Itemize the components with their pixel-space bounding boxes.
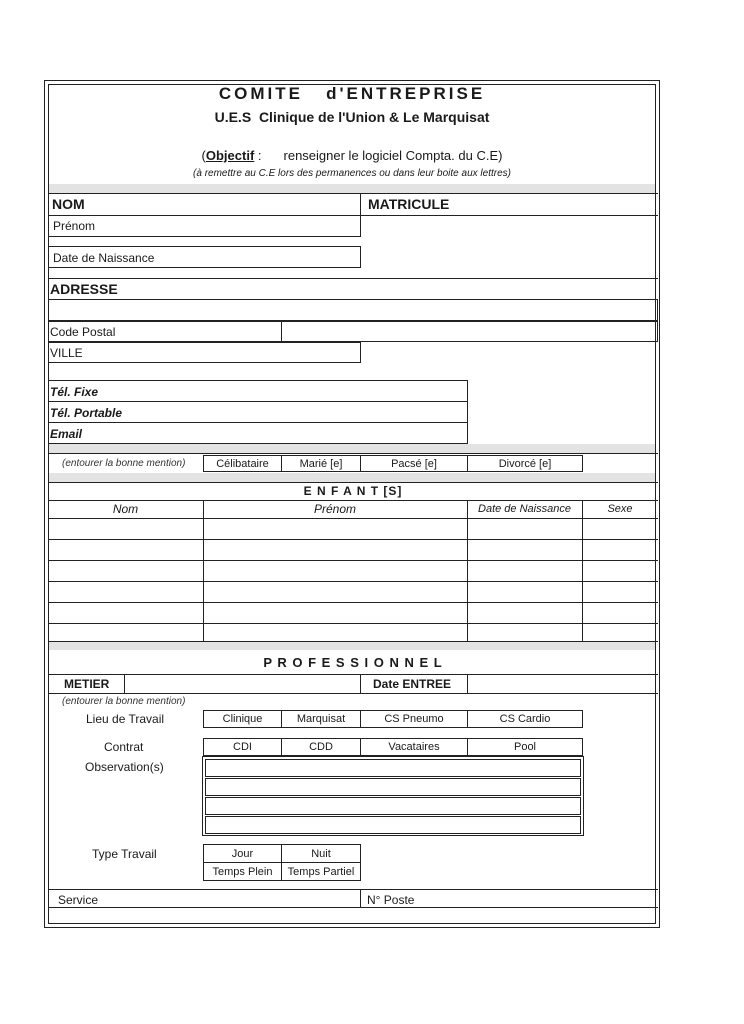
ville-label: VILLE xyxy=(50,346,83,360)
children-row[interactable] xyxy=(48,582,658,602)
objective-label: Objectif xyxy=(205,148,255,163)
lieu-cs-pneumo-option[interactable]: CS Pneumo xyxy=(360,710,468,728)
rule xyxy=(48,193,658,194)
rule xyxy=(360,674,361,693)
date-entree-label: Date ENTREE xyxy=(373,677,452,691)
professional-hint: (entourer la bonne mention) xyxy=(62,696,186,707)
tel-fixe-label: Tél. Fixe xyxy=(50,385,99,399)
status-pacse-option[interactable]: Pacsé [e] xyxy=(360,455,468,472)
separator-band xyxy=(49,444,655,453)
children-row[interactable] xyxy=(48,603,658,623)
rule xyxy=(48,693,658,694)
children-title: E N F A N T [S] xyxy=(303,484,403,498)
children-row[interactable] xyxy=(48,561,658,581)
contrat-cdd-option[interactable]: CDD xyxy=(281,738,361,756)
children-col-date: Date de Naissance xyxy=(478,503,571,515)
matricule-label: MATRICULE xyxy=(368,196,450,212)
rule xyxy=(48,907,658,908)
children-table xyxy=(48,500,658,641)
email-field[interactable] xyxy=(48,422,468,444)
ville-field[interactable] xyxy=(48,342,361,363)
children-col-sexe: Sexe xyxy=(607,503,633,515)
status-divorce-option[interactable]: Divorcé [e] xyxy=(467,455,583,472)
email-label: Email xyxy=(50,427,83,441)
type-travail-label: Type Travail xyxy=(92,847,157,861)
separator-band xyxy=(49,642,655,650)
lieu-travail-label: Lieu de Travail xyxy=(86,712,165,726)
nom-label: NOM xyxy=(52,196,85,212)
prenom-label: Prénom xyxy=(53,219,96,233)
date-entree-field[interactable] xyxy=(468,675,657,692)
form-subtitle: U.E.S Clinique de l'Union & Le Marquisat xyxy=(214,109,490,125)
observation-line-field[interactable] xyxy=(205,816,581,834)
observation-line-field[interactable] xyxy=(205,797,581,815)
metier-field[interactable] xyxy=(125,675,359,692)
objective-line xyxy=(48,148,656,163)
observation-line-field[interactable] xyxy=(205,778,581,796)
status-celibataire-option[interactable]: Célibataire xyxy=(203,455,282,472)
form-title: COMITE d'ENTREPRISE xyxy=(218,84,486,103)
rule xyxy=(360,193,361,215)
type-nuit-option[interactable]: Nuit xyxy=(281,844,361,863)
children-row[interactable] xyxy=(48,540,658,560)
tel-portable-label: Tél. Portable xyxy=(50,406,123,420)
children-col-nom: Nom xyxy=(112,502,139,516)
metier-label: METIER xyxy=(64,677,110,691)
observation-line-field[interactable] xyxy=(205,759,581,777)
objective-colon: : xyxy=(254,148,262,163)
objective-text: renseigner le logiciel Compta. du C.E) xyxy=(283,148,503,163)
rule xyxy=(48,482,658,483)
rule xyxy=(48,453,658,454)
children-row[interactable] xyxy=(48,519,658,539)
contrat-vacataires-option[interactable]: Vacataires xyxy=(360,738,468,756)
separator-band xyxy=(49,473,655,482)
tel-fixe-field[interactable] xyxy=(48,380,468,402)
children-row[interactable] xyxy=(48,624,658,641)
lieu-marquisat-option[interactable]: Marquisat xyxy=(281,710,361,728)
adresse-label: ADRESSE xyxy=(50,281,118,297)
status-hint: (entourer la bonne mention) xyxy=(62,458,186,469)
separator-band xyxy=(49,184,655,193)
poste-label: N° Poste xyxy=(367,893,415,907)
contrat-label: Contrat xyxy=(104,740,144,754)
type-temps-plein-option[interactable]: Temps Plein xyxy=(203,862,282,881)
lieu-clinique-option[interactable]: Clinique xyxy=(203,710,282,728)
lieu-cs-cardio-option[interactable]: CS Cardio xyxy=(467,710,583,728)
submission-note: (à remettre au C.E lors des permanences ou dans leur boite aux lettres) xyxy=(193,168,511,179)
type-temps-partiel-option[interactable]: Temps Partiel xyxy=(281,862,361,881)
observations-label: Observation(s) xyxy=(85,760,164,774)
status-marie-option[interactable]: Marié [e] xyxy=(281,455,361,472)
contrat-pool-option[interactable]: Pool xyxy=(467,738,583,756)
objective-open: ( xyxy=(201,148,206,163)
code-postal-extra-field[interactable] xyxy=(281,321,658,342)
professional-title: P R O F E S S I O N N E L xyxy=(263,655,443,670)
date-naissance-label: Date de Naissance xyxy=(53,251,155,265)
children-col-prenom: Prénom xyxy=(313,502,357,516)
rule xyxy=(48,278,658,279)
adresse-field[interactable] xyxy=(48,299,658,321)
type-jour-option[interactable]: Jour xyxy=(203,844,282,863)
contrat-cdi-option[interactable]: CDI xyxy=(203,738,282,756)
service-label: Service xyxy=(58,893,99,907)
code-postal-label: Code Postal xyxy=(50,325,116,339)
